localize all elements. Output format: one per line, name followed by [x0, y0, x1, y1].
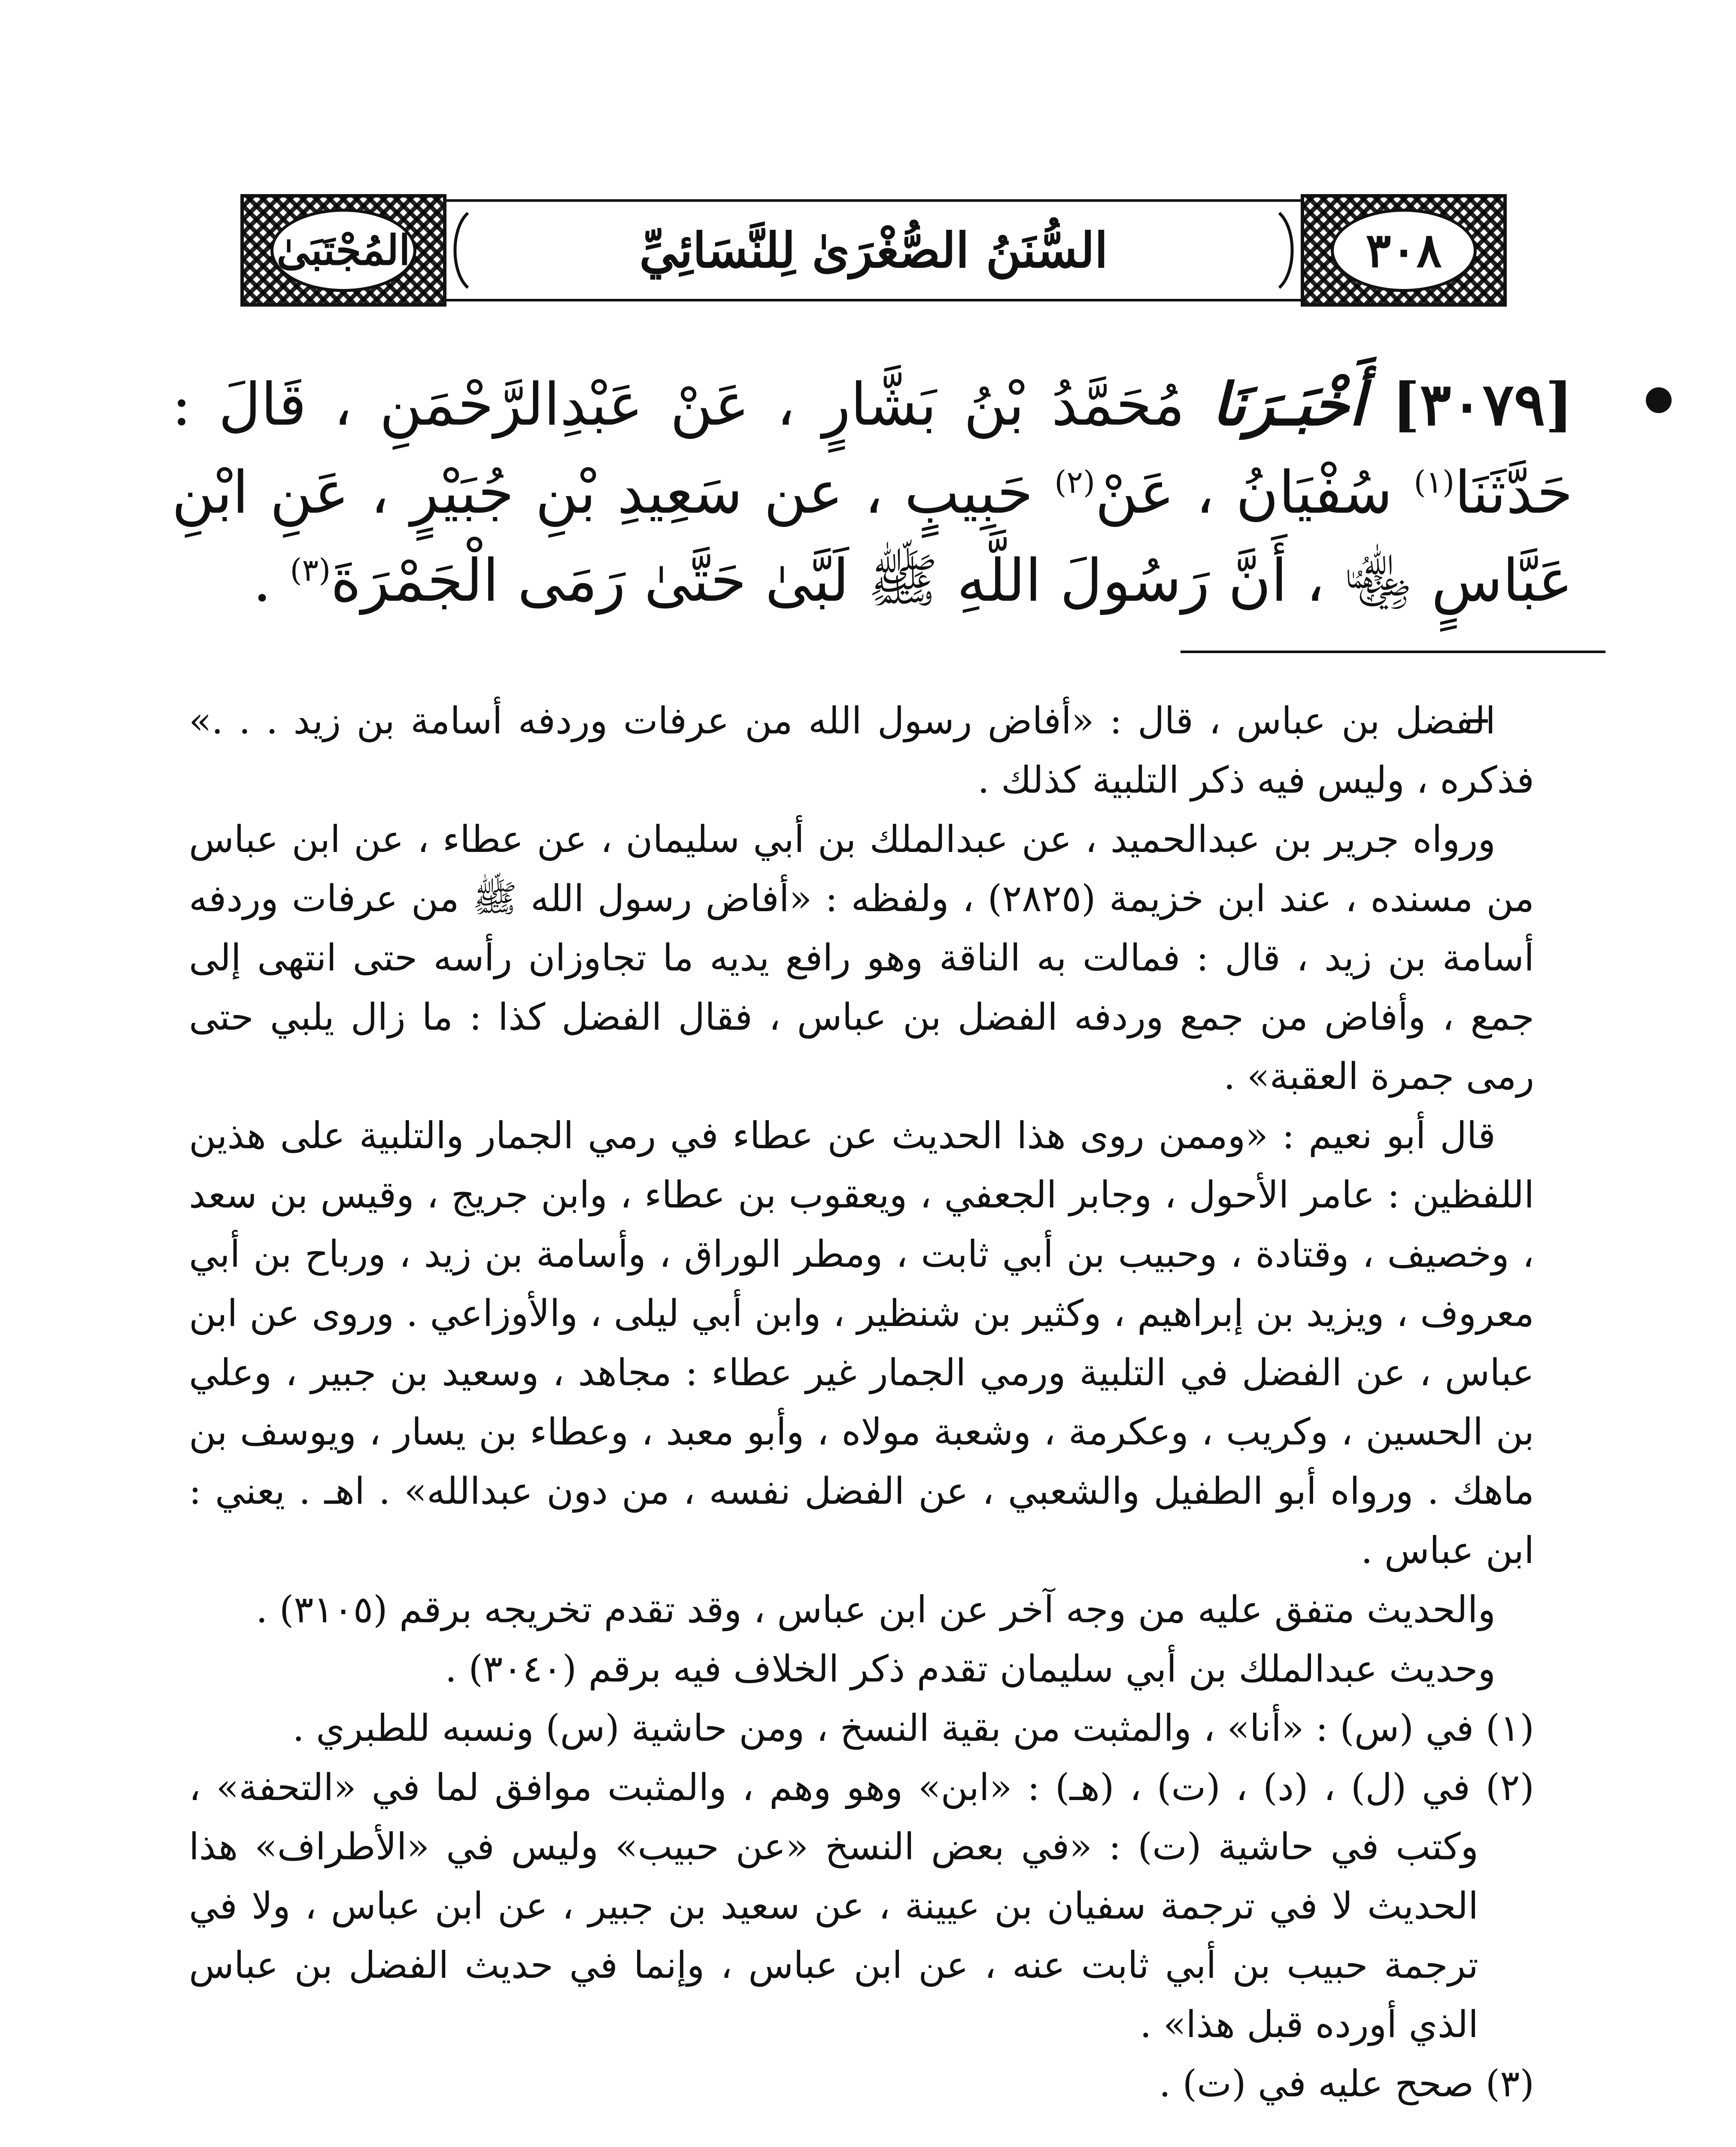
title-bracket-right	[1275, 211, 1301, 289]
hadith-text	[172, 361, 1573, 625]
book-medallion	[270, 209, 416, 292]
header-ornament-left	[240, 194, 446, 307]
footnote-separator	[1181, 651, 1605, 653]
page-number-medallion	[1331, 209, 1477, 292]
medallion-title: المُجْتَبَىٰ	[276, 226, 410, 274]
hadith-end: .	[252, 547, 290, 615]
hadith-part-2: سُفْيَانُ ، عَنْ	[1095, 459, 1393, 527]
note-paragraph-1: الفضل بن عباس ، قال : «أفاض رسول الله من عرفات وردفه أسامة بن زيد . . .» فذكره ، وليس فيه ذكر التلبية كذلك .	[189, 699, 1534, 802]
footnote-ref-3: (٣)	[290, 552, 331, 588]
footnote-ref-2: (٢)	[1054, 464, 1096, 500]
hadith-part-1: مُحَمَّدُ بْنُ بَشَّارٍ ، عَنْ عَبْدِالرَّحْمَنِ ، قَالَ : حَدَّثَنَا	[172, 371, 1573, 527]
akhbarana-word: أَخْبَـرَنَا	[1212, 370, 1366, 439]
page-number: ٣٠٨	[1366, 222, 1442, 278]
hadith-number: [٣٠٧٩]	[1392, 370, 1573, 439]
hadith-part-3: حَبِيبٍ ، عن سَعِيدِ بْنِ جُبَيْرٍ ، عَنِ ابْنِ عَبَّاسٍ ﵄ ، أَنَّ رَسُولَ اللَّهِ ﷺ لَبَّىٰ حَتَّىٰ رَمَى الْجَمْرَةَ	[172, 459, 1573, 615]
note-paragraph-2: ورواه جرير بن عبدالحميد ، عن عبدالملك بن أبي سليمان ، عن عطاء ، عن ابن عباس من مسنده ، عند ابن خزيمة (٢٨٢٥) ، ولفظه : «أفاض رسول الله ﷺ من عرفات وردفه أسامة بن زيد ، قال : فمالت به الناقة وهو رافع يديه ما تجاوزان رأسه حتى انتهى إلى جمع ، وأفاض من جمع وردفه الفضل بن عباس ، فقال الفضل كذا : ما زال يلبي حتى رمى جمرة العقبة» .	[189, 818, 1535, 1098]
footnote-3: (٣) صحح عليه في (ت) .	[1159, 2062, 1534, 2105]
bullet-icon	[1646, 387, 1672, 413]
running-title: السُّنَنُ الصُّغْرَىٰ لِلنَّسَائِيِّ	[639, 222, 1108, 279]
footnotes	[189, 691, 1534, 2114]
footnote-1: (١) في (س) : «أنا» ، والمثبت من بقية النسخ ، ومن حاشية (س) ونسبه للطبري .	[292, 1707, 1534, 1750]
footnote-2: (٢) في (ل) ، (د) ، (ت) ، (هـ) : «ابن» وهو وهم ، والمثبت موافق لما في «التحفة» ، وكتب في حاشية (ت) : «في بعض النسخ «عن حبيب» وليس في «الأطراف» هذا الحديث لا في ترجمة سفيان بن عيينة ، عن سعيد بن جبير ، عن ابن عباس ، ولا في ترجمة حبيب بن أبي ثابت عنه ، عن ابن عباس ، وإنما في حديث الفضل بن عباس الذي أورده قبل هذا» .	[189, 1766, 1534, 2046]
note-paragraph-4: والحديث متفق عليه من وجه آخر عن ابن عباس ، وقد تقدم تخريجه برقم (٣١٠٥) .	[256, 1588, 1496, 1631]
footnote-ref-1: (١)	[1414, 464, 1455, 500]
page-header	[240, 194, 1507, 307]
header-ornament-right	[1301, 194, 1507, 307]
note-paragraph-3: قال أبو نعيم : «وممن روى هذا الحديث عن عطاء في رمي الجمار والتلبية على هذين اللفظين : عامر الأحول ، وجابر الجعفي ، ويعقوب بن عطاء ، وابن جريج ، وقيس بن سعد ، وخصيف ، وقتادة ، وحبيب بن أبي ثابت ، ومطر الوراق ، وأسامة بن زيد ، ورباح بن أبي معروف ، ويزيد بن إبراهيم ، وكثير بن شنظير ، وابن أبي ليلى ، والأوزاعي . وروى عن ابن عباس ، عن الفضل في التلبية ورمي الجمار غير عطاء : مجاهد ، وسعيد بن جبير ، وعلي بن الحسين ، وكريب ، وعكرمة ، وشعبة مولاه ، وأبو معبد ، وعطاء بن يسار ، ويوسف بن ماهك . ورواه أبو الطفيل والشعبي ، عن الفضل نفسه ، من دون عبدالله» . اهـ . يعني : ابن عباس .	[189, 1114, 1534, 1572]
note-paragraph-5: وحديث عبدالملك بن أبي سليمان تقدم ذكر الخلاف فيه برقم (٣٠٤٠) .	[445, 1648, 1496, 1691]
